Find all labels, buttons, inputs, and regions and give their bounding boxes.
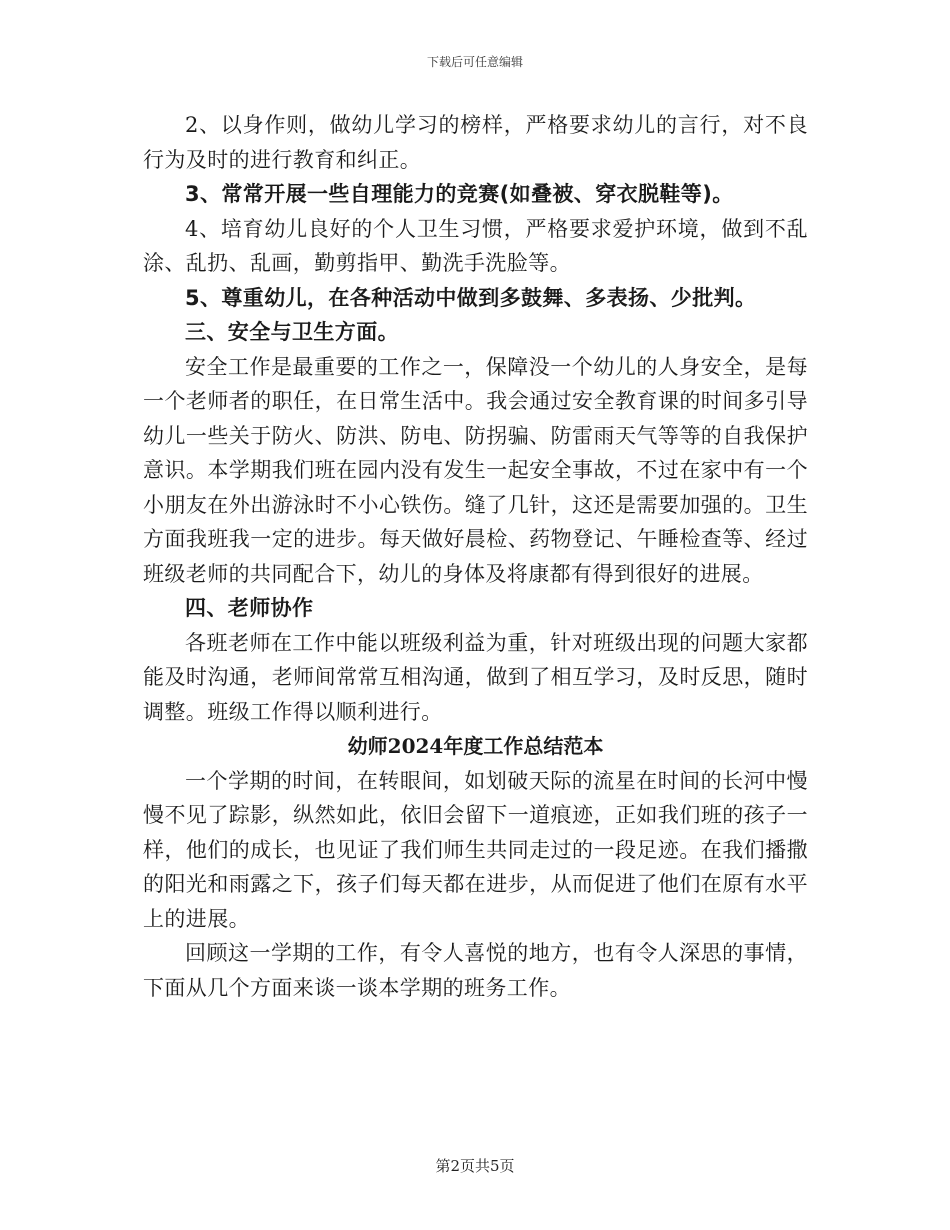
- paragraph-item-3: 3、常常开展一些自理能力的竞赛(如叠被、穿衣脱鞋等)。: [185, 182, 734, 206]
- paragraph-teacher-cooperation: 各班老师在工作中能以班级利益为重，针对班级出现的问题大家都能及时沟通，老师间常常互相沟通，做到了相互学习，及时反思，随时调整。班级工作得以顺利进行。: [143, 630, 808, 724]
- page-footer: 第2页共5页: [435, 1157, 515, 1175]
- paragraph-review: 回顾这一学期的工作，有令人喜悦的地方，也有令人深思的事情，下面从几个方面来谈一谈本学期的班务工作。: [143, 941, 808, 1000]
- paragraph-item-4: 4、培育幼儿良好的个人卫生习惯，严格要求爱护环境，做到不乱涂、乱扔、乱画，勤剪指甲、勤洗手洗脸等。: [143, 216, 808, 275]
- paragraph-item-5: 5、尊重幼儿，在各种活动中做到多鼓舞、多表扬、少批判。: [185, 285, 757, 310]
- section-heading-safety: 三、安全与卫生方面。: [185, 320, 399, 344]
- paragraph-safety: 安全工作是最重要的工作之一，保障没一个幼儿的人身安全，是每一个老师者的职任，在日常生活中。我会通过安全教育课的时间多引导幼儿一些关于防火、防洪、防电、防拐骗、防雷雨天气等等的自我保护意识。本学期我们班在园内没有发生一起安全事故，不过在家中有一个小朋友在外出游泳时不小心铁伤。缝了几针，这还是需要加强的。卫生方面我班我一定的进步。每天做好晨检、药物登记、午睡检查等、经过班级老师的共同配合下，幼儿的身体及将康都有得到很好的进展。: [143, 354, 808, 586]
- page-header: 下载后可任意编辑: [426, 55, 523, 69]
- section-heading-teacher-cooperation: 四、老师协作: [185, 596, 314, 620]
- document-title: 幼师2024年度工作总结范本: [347, 734, 604, 758]
- paragraph-item-2: 2、以身作则，做幼儿学习的榜样，严格要求幼儿的言行，对不良行为及时的进行教育和纠正。: [143, 113, 808, 172]
- document-body: [143, 108, 808, 1005]
- paragraph-intro: 一个学期的时间，在转眼间，如划破天际的流星在时间的长河中慢慢不见了踪影，纵然如此，依旧会留下一道痕迹，正如我们班的孩子一样，他们的成长，也见证了我们师生共同走过的一段足迹。在我们播撒的阳光和雨露之下，孩子们每天都在进步，从而促进了他们在原有水平上的进展。: [143, 768, 808, 931]
